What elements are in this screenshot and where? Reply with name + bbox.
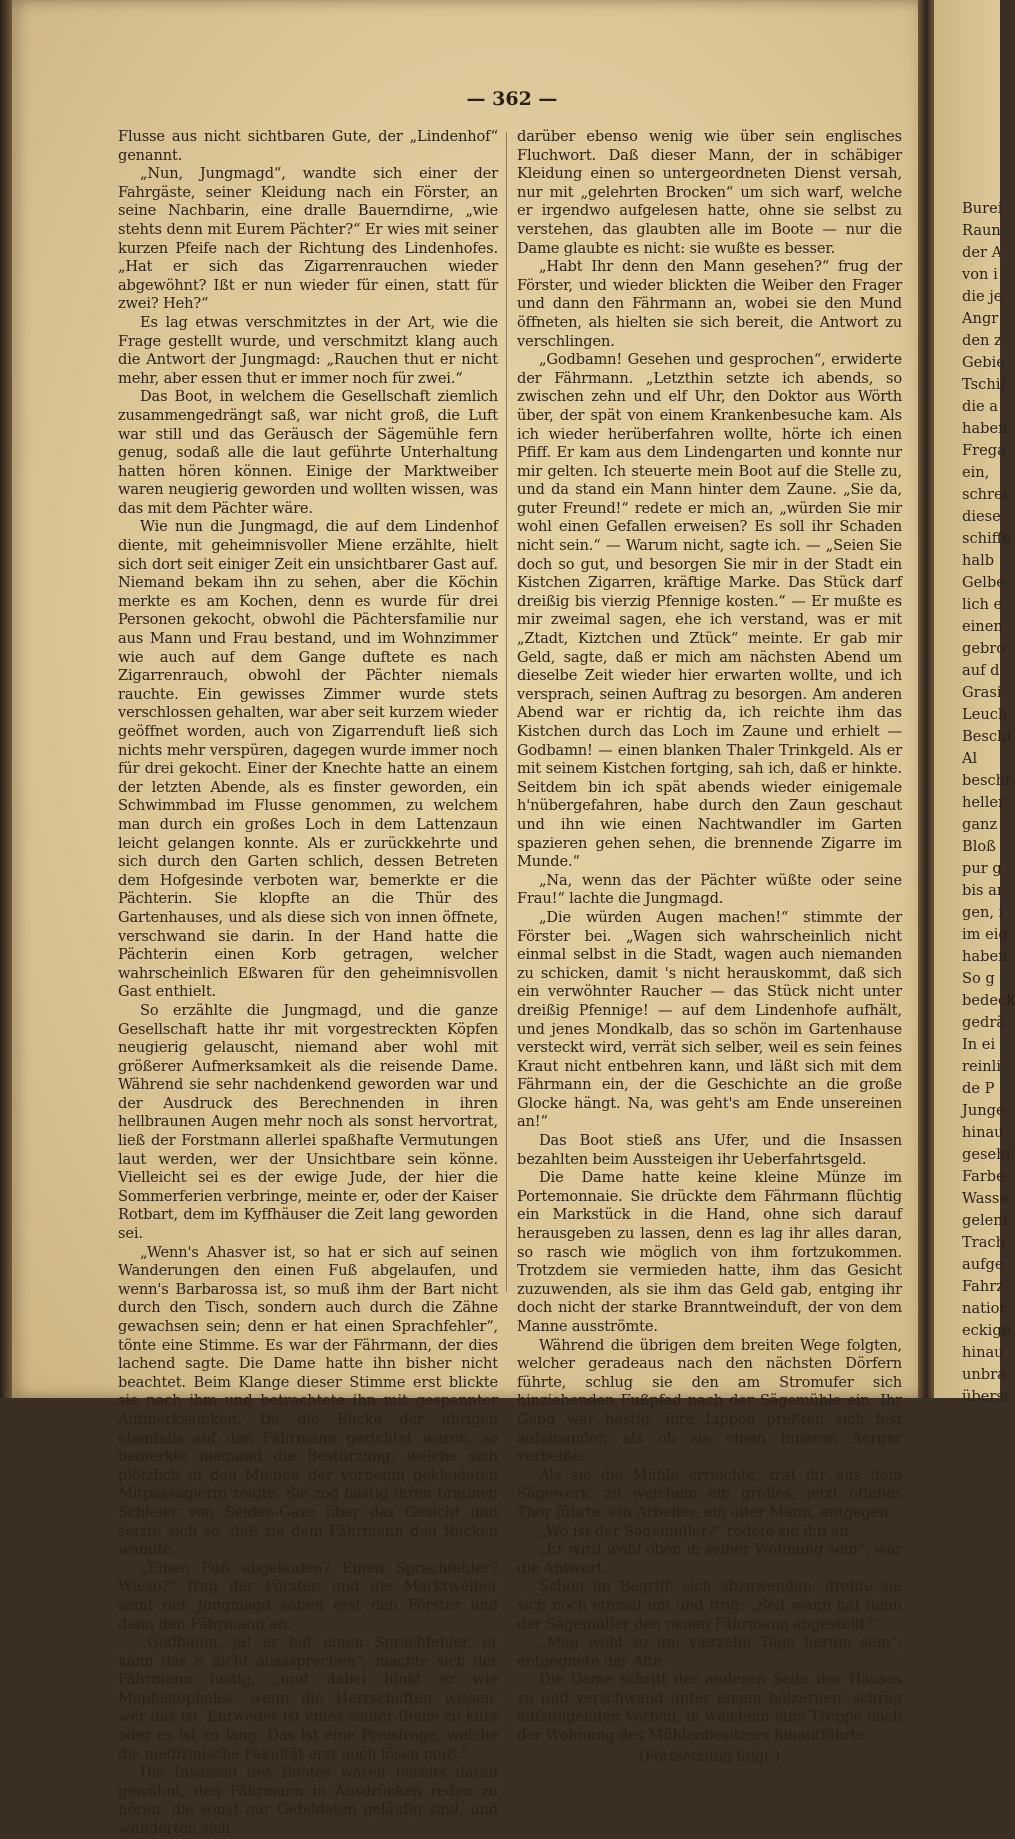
column-divider: [506, 132, 507, 1292]
next-page-text-fragment: In ei: [962, 1036, 996, 1053]
next-page-text-fragment: Grasi: [962, 684, 1002, 701]
next-page-text-fragment: gen, i: [962, 904, 1004, 921]
paragraph: „Die würden Augen machen!“ stimmte der Förster bei. „Wagen sich wahrscheinlich nicht einmal selbst in die Stadt, wagen auch niemanden zu schicken, damit 's nicht herauskommt, daß sich ein verwöhnter Raucher — das Stück nicht unter dreißig Pfennige! — auf dem Lindenhofe aufhält, und jenes Mondkalb, das so schön im Gartenhause versteckt wird, verrät sich selber, weil es sein feines Kraut nicht entbehren kann, und läßt sich mit dem Fährmann ein, der die Geschichte an die große Glocke hängt. Na, was geht's am Ende unsereinen an!“: [517, 908, 902, 1131]
next-page-text-fragment: Tschif: [962, 376, 1006, 393]
next-page-text-fragment: übersi: [962, 1388, 1009, 1405]
next-page-text-fragment: unbra: [962, 1366, 1006, 1383]
next-page-text-fragment: auf d: [962, 662, 1000, 679]
next-page-text-fragment: So g: [962, 970, 995, 987]
paragraph: „Habt Ihr denn den Mann gesehen?“ frug der Förster, und wieder blickten die Weiber den Frager und dann den Fährmann an, wobei sie den Mund öffneten, als hielten sie sich bereit, die Antwort zu verschlingen.: [517, 258, 902, 350]
paragraph: Flusse aus nicht sichtbaren Gute, der „Lindenhof“ genannt.: [118, 128, 498, 164]
next-page-text-fragment: Wasse: [962, 1190, 1009, 1207]
next-page-text-fragment: eckige: [962, 1322, 1011, 1339]
next-page-text-fragment: ganz: [962, 816, 998, 833]
paragraph: Als sie die Mühle erreichte, trat ihr aus dem Sägewerk, zu welchem ein großes, jetzt offenes Thor führte, ein Arbeiter, ein alter Mann, entgegen.: [517, 1466, 902, 1521]
next-page-text-fragment: gesehr: [962, 1146, 1013, 1163]
next-page-text-fragment: diese: [962, 508, 1001, 525]
next-page-text-fragment: schiffe: [962, 530, 1011, 547]
next-page-text-fragment: reinli: [962, 1058, 1002, 1075]
paragraph: Es lag etwas verschmitztes in der Art, wie die Frage gestellt wurde, und verschmitzt klang auch die Antwort der Jungmagd: „Rauchen thut er nicht mehr, aber essen thut er immer noch für zwei.“: [118, 313, 498, 387]
next-page-text-fragment: Fahrz: [962, 1278, 1004, 1295]
next-page-text-fragment: gebro: [962, 640, 1006, 657]
paragraph: Die Dame hatte keine kleine Münze im Portemonnaie. Sie drückte dem Fährmann flüchtig ein Markstück in die Hand, ohne sich darauf herausgeben zu lassen, denn es lag ihr alles daran, so rasch wie möglich von ihm fortzukommen. Trotzdem sie vermieden hatte, ihm das Gesicht zuzuwenden, als sie ihm das Geld gab, entging ihr doch nicht der starke Branntweinduft, der von dem Manne ausströmte.: [517, 1169, 902, 1335]
paragraph: „Wenn's Ahasver ist, so hat er sich auf seinen Wanderungen den einen Fuß abgelaufen, und wenn's Barbarossa ist, so muß ihm der Bart nicht durch den Tisch, sondern auch durch die Zähne gewachsen sein; denn er hat einen Sprachfehler“, tönte eine Stimme. Es war der Fährmann, der dies lachend sagte. Die Dame hatte ihn bisher nicht beachtet. Beim Klange dieser Stimme erst blickte sie nach ihm und betrachtete ihn mit gespannter Aufmerksamkeit. Da die Blicke der übrigen ebenfalls auf den Fährmann gerichtet waren, so bemerkte niemand die Bestürzung, welche sich plötzlich in den Mienen der vornehm gekleideten Mitpassagierin zeigte. Sie zog hastig ihren braunen Schleier von Seiden-Gaze über das Gesicht und setzte sich so, daß sie dem Fährmann den Rücken wandte.: [118, 1243, 498, 1559]
next-page-text-fragment: Junge: [962, 1102, 1005, 1119]
paragraph: So erzählte die Jungmagd, und die ganze Gesellschaft hatte ihr mit vorgestreckten Köpfen neugierig gelauscht, niemand aber wohl mit größerer Aufmerksamkeit als die reisende Dame. Während sie sehr nachdenkend geworden war und der Ausdruck des Berechnenden in ihren hellbraunen Augen mehr noch als sonst hervortrat, ließ der Forstmann allerlei spaßhafte Vermutungen laut werden, wer der Unsichtbare sein könne. Vielleicht sei es der ewige Jude, der hier die Sommerferien verbringe, meinte er, oder der Kaiser Rotbart, dem im Kyffhäuser die Zeit lang geworden sei.: [118, 1001, 498, 1243]
next-page-text-fragment: ein,: [962, 464, 990, 481]
paragraph: darüber ebenso wenig wie über sein englisches Fluchwort. Daß dieser Mann, der in schäbiger Kleidung einen so untergeordneten Dienst versah, nur mit „gelehrten Brocken“ um sich warf, welche er irgendwo aufgelesen hatte, ohne sie selbst zu verstehen, das glaubten alle im Boote — nur die Dame glaubte es nicht: sie wußte es besser.: [517, 128, 902, 257]
paragraph: „Er wird wohl oben in seiner Wohnung sein“, war die Antwort.: [517, 1541, 902, 1577]
next-page-text-fragment: Gebie: [962, 354, 1005, 371]
next-page-text-fragment: gelenl: [962, 1212, 1008, 1229]
paragraph: „Godbamn, ja! er hat einen Sprachfehler, er kann das S nicht ausssprechen“, machte sich der Fährmann lustig, „und dabei hinkt er wie Mephistopheles, wenn die Herrschaften wissen, wer das ist. Entweder ist eines seiner Beine zu kurz oder es ist zu lang. Das ist eine Preisfrage, welche die medizinische Fakultät erst noch lösen muß.“: [118, 1634, 498, 1763]
next-page-text-fragment: Leuch: [962, 706, 1008, 723]
page-number: — 362 —: [466, 88, 558, 110]
right-text-column: [517, 128, 902, 1766]
next-page-text-fragment: im eig: [962, 926, 1008, 943]
left-text-column: [118, 128, 498, 1839]
paragraph: Wie nun die Jungmagd, die auf dem Lindenhof diente, mit geheimnisvoller Miene erzählte, hielt sich dort seit einiger Zeit ein unsichtbarer Gast auf. Niemand bekam ihn zu sehen, aber die Köchin merkte es am Kochen, denn es wurde für drei Personen gekocht, obwohl die Pächtersfamilie nur aus Mann und Frau bestand, und im Wohnzimmer wie auch auf dem Gange duftete es nach Zigarrenrauch, obwohl der Pächter niemals rauchte. Ein gewisses Zimmer wurde stets verschlossen gehalten, war aber seit kurzem wieder geöffnet worden, auch von Zigarrenduft ließ sich nichts mehr verspüren, dagegen wurde immer noch für drei gekocht. Einer der Knechte hatte an einem der letzten Abende, als es finster geworden, ein Schwimmbad im Flusse genommen, zu welchem man durch ein großes Loch in dem Lattenzaun leicht gelangen konnte. Als er zurückkehrte und sich durch den Garten schlich, dessen Betreten dem Hofgesinde verboten war, bemerkte er die Pächterin. Sie klopfte an die Thür des Gartenhauses, und als diese sich von innen öffnete, verschwand sie darin. In der Hand hatte die Pächterin einen Korb getragen, welcher wahrscheinlich Eßwaren für den geheimnisvollen Gast enthielt.: [118, 518, 498, 1001]
next-page-text-fragment: haben: [962, 948, 1008, 965]
next-page-text-fragment: der A: [962, 244, 1003, 261]
next-page-text-fragment: die a: [962, 398, 998, 415]
next-page-text-fragment: von i: [962, 266, 998, 283]
next-page-text-fragment: Trach: [962, 1234, 1005, 1251]
paragraph: Das Boot stieß ans Ufer, und die Insassen bezahlten beim Aussteigen ihr Ueberfahrtsgeld.: [517, 1132, 902, 1168]
paragraph: Schon im Begriff, sich abzuwenden, drehte sie sich noch einmal um und frug: „Seit wann hat denn der Sägemüller den neuen Fährmann angestellt?“: [517, 1578, 902, 1633]
next-page-text-fragment: Farbe: [962, 1168, 1005, 1185]
paragraph: „Wo ist der Sägemüller?“ redete sie ihn an.: [539, 1522, 854, 1540]
next-page-text-fragment: heller: [962, 794, 1005, 811]
next-page-text-fragment: Beschi: [962, 728, 1012, 745]
next-page-text-fragment: pur g: [962, 860, 1002, 877]
next-page-text-fragment: gedrä: [962, 1014, 1005, 1031]
next-page-text-fragment: natior: [962, 1300, 1007, 1317]
next-page-text-fragment: bis ar: [962, 882, 1004, 899]
next-page-text-fragment: den z: [962, 332, 1002, 349]
next-page-text-fragment: aufge: [962, 1256, 1004, 1273]
paragraph: Die Insassen des Bootes waren bereits daran gewöhnt, den Fährmann in Ausdrücken reden zu hören, die sonst nur Gebildeten geläufig sind, und wunderten sich: [118, 1764, 498, 1838]
next-page-text-fragment: Al: [962, 750, 978, 767]
paragraph: Während die übrigen dem breiten Wege folgten, welcher geradeaus nach den nächsten Dörfern führte, schlug sie den am Stromufer sich hinziehenden Fußpfad nach der Sägemühle ein. Ihr Gang war hastig, ihre Lippen preßten sich fest aufeinander, als ob sie einen inneren Aerger verbeiße.: [517, 1336, 902, 1466]
next-page-edge: [934, 0, 1015, 1405]
paragraph: „Nun, Jungmagd“, wandte sich einer der Fahrgäste, seiner Kleidung nach ein Förster, an seine Nachbarin, eine dralle Bauerndirne, „wie stehts denn mit Eurem Pächter?“ Er wies mit seiner kurzen Pfeife nach der Richtung des Lindenhofes. „Hat er sich das Zigarrenrauchen wieder abgewöhnt? Ißt er nun wieder für einen, statt für zwei? Heh?“: [118, 165, 498, 313]
book-gutter: [918, 0, 934, 1398]
next-page-text-fragment: hinau: [962, 1344, 1004, 1361]
next-page-text-fragment: halb: [962, 552, 995, 569]
next-page-text-fragment: lich e: [962, 596, 1003, 613]
next-page-text-fragment: Gelbe: [962, 574, 1005, 591]
next-page-text-fragment: die je: [962, 288, 1003, 305]
paragraph: „Godbamn! Gesehen und gesprochen“, erwiderte der Fährmann. „Letzthin setzte ich abends, so zwischen zehn und elf Uhr, den Doktor aus Wörth über, der spät von einem Krankenbesuche kam. Als ich wieder herüberfahren wollte, hörte ich einen Pfiff. Er kam aus dem Lindengarten und konnte nur mir gelten. Ich steuerte mein Boot auf die Stelle zu, und da stand ein Mann hinter dem Zaune. „Sie da, guter Freund!“ redete er mich an, „würden Sie mir wohl einen Gefallen erweisen? Es soll ihr Schaden nicht sein.“ — Warum nicht, sagte ich. — „Seien Sie doch so gut, und besorgen Sie mir in der Stadt ein Kistchen Zigarren, kräftige Marke. Das Stück darf dreißig bis vierzig Pfennige kosten.“ — Er mußte es mir zweimal sagen, ehe ich verstand, was er mit „Ztadt, Kiztchen und Ztück“ meinte. Er gab mir Geld, sagte, daß er mich am nächsten Abend um dieselbe Zeit wieder hier erwarten wollte, und ich versprach, seinen Auftrag zu besorgen. Am anderen Abend war er richtig da, ich reichte ihm das Kistchen durch das Loch im Zaune und erhielt — Godbamn! — einen blanken Thaler Trinkgeld. Als er mit seinem Kistchen fortging, sah ich, daß er hinkte. Seitdem bin ich spät abends wieder einigemale h'nübergefahren, habe durch den Zaun geschaut und ihn wie einen Nachtwandler im Garten spazieren gehen sehen, die brennende Zigarre im Munde.“: [517, 351, 902, 871]
next-page-text-fragment: beschr: [962, 772, 1013, 789]
next-page-text-fragment: bedeck: [962, 992, 1015, 1009]
next-page-text-fragment: einen: [962, 618, 1003, 635]
continuation-note: (Fortsetzung folgt.): [639, 1747, 780, 1765]
paragraph: „Mag wohl so um vierzehn Tage herum sein“, entgegnete der Alte.: [517, 1634, 902, 1670]
paragraph: „Einen Fuß abgelaufen? Einen Sprachfehler? Wieso?“ frug der Förster, und die Marktweiber samt der Jungmagd sahen erst den Förster und dann den Fährmann an.: [118, 1559, 498, 1633]
next-page-text-fragment: Raun: [962, 222, 1001, 239]
paragraph: Die Dame schritt der anderen Seite des Hauses zu und verschwand unter einem hölzernen, schräg aufsteigenden Vorbau, in welchem eine Treppe nach der Wohnung des Mühlenbesitzers hinaufführte.: [517, 1671, 902, 1745]
next-page-text-fragment: schrei: [962, 486, 1008, 503]
next-page-text-fragment: haben: [962, 420, 1008, 437]
next-page-text-fragment: Angr: [962, 310, 999, 327]
next-page-text-fragment: Burei: [962, 200, 1003, 217]
next-page-text-fragment: hinau: [962, 1124, 1004, 1141]
next-page-text-fragment: Frega: [962, 442, 1006, 459]
paragraph: Das Boot, in welchem die Gesellschaft ziemlich zusammengedrängt saß, war nicht groß, die Luft war still und das Geräusch der Sägemühle fern genug, sodaß alle die laut geführte Unterhaltung hatten hören können. Einige der Marktweiber waren neugierig geworden und wollten wissen, was das mit dem Pächter wäre.: [118, 388, 498, 517]
next-page-text-fragment: Bloß: [962, 838, 996, 855]
paragraph: „Na, wenn das der Pächter wüßte oder seine Frau!“ lachte die Jungmagd.: [517, 871, 902, 908]
next-page-text-fragment: de P: [962, 1080, 995, 1097]
